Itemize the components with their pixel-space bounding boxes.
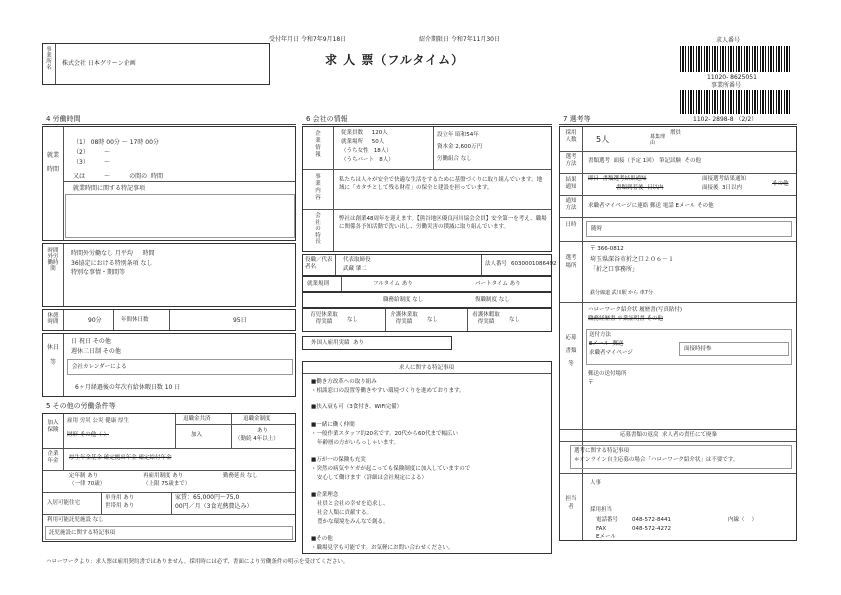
emp-total: 従業員数 120人 <box>341 130 388 136</box>
notify-label: 通知方法 <box>565 198 577 211</box>
childcare-notes <box>45 526 293 540</box>
established: 設立年 昭和54年 <box>437 132 479 138</box>
overtime-36: 36協定における特別条項 なし <box>71 260 153 267</box>
childcare-leave-value: なし <box>347 317 359 323</box>
retire-system-value: あり <box>257 428 269 434</box>
result-interview-days: 面接後 3日以内 <box>702 185 742 191</box>
date-field <box>586 221 792 237</box>
features-desc: 弊社は創業48周年を迎えます。【熊谷地区優良河川協会会員】安全第一を考え、職場に関係各予知活動で洗い出し、労働災害の撲滅に取り組んでいます。 <box>339 216 547 230</box>
pr-line-1: ■働き方改革への取り組み <box>311 379 377 385</box>
pr-line-3: ■扶入衰も可（3食付き、WiFi完備） <box>311 404 403 410</box>
contact-dept: 人事 <box>590 480 602 486</box>
date-label: 日時 <box>565 222 577 228</box>
rules-box <box>302 276 552 292</box>
shift-other: 又は 〜 の間の 時間 <box>73 173 163 180</box>
send-method-mypage: 求職者マイページ <box>589 350 633 356</box>
pr-line-9: 安心して働けます（詳細は会社規定による） <box>317 475 428 481</box>
overtime-label: 時間外労働時間 <box>47 248 59 273</box>
conditions-box <box>42 413 296 542</box>
rep-role: 代表取締役 <box>343 257 371 263</box>
docs-return: 応募書類の返戻 求人者の責任にて廃棄 <box>620 432 717 438</box>
shift-2: （2） 〜 <box>73 149 111 156</box>
pr-line-11: 社員と会社の幸せを追求し、 <box>317 501 389 507</box>
contact-label: 担当者 <box>565 496 577 511</box>
corp-no-label: 法人番号 <box>485 261 508 267</box>
pr-line-5: ・一般作業スタッフ約20名です。20代から60代まで幅広い <box>311 431 459 437</box>
foreign-box <box>302 336 452 350</box>
rest-label: 休憩時間 <box>47 313 59 326</box>
emp-part: （うちパート 8人） <box>341 157 394 163</box>
result-sameday: 即日 書類選考結果通知 <box>588 176 647 182</box>
selection-notes-text: ＊オンライン自主応募の場合「ハローワーク紹介状」は不要です。 <box>574 457 739 463</box>
extension: 勤務延長 なし <box>223 473 258 479</box>
notify-value: 求職者マイページに連絡 郵送 電話 Eメール その他 <box>588 203 714 209</box>
footer-note: ハローワークより：求人票は雇用契約書ではありません。採用時には必ず、書面により労働条件の明示を受けてください。 <box>46 559 349 565</box>
overtime-special: 特別な事情・期間等 <box>71 269 126 276</box>
docs-required: ハローワーク紹介状 履歴書(写真貼付) <box>588 307 683 313</box>
care-leave-label: 介護休業取得実績 <box>390 312 418 325</box>
holiday-weekly: 週休二日制 その他 <box>71 348 121 355</box>
shift-notes-title: 就業時間に関する特記事項 <box>73 185 146 192</box>
received-date: 受付年月日 令和7年9月18日 <box>269 36 347 43</box>
rep-name: 武藏 肇二 <box>343 266 367 272</box>
pension-label: 企業年金 <box>47 451 59 464</box>
retirement-age: 定年制 あり <box>69 473 99 479</box>
childcare-notes-title: 託児施設に関する特記事項 <box>49 530 116 536</box>
insurance-label: 加入保険 <box>47 420 59 433</box>
foreign-employment: 外国人雇用実績 あり <box>311 340 364 346</box>
holiday-box <box>42 333 296 397</box>
retire-mutual-label: 退職金共済 <box>183 416 211 422</box>
insurance-types: 雇用 労災 公災 健康 厚生 <box>67 418 129 424</box>
page-title: 求 人 票（フルタイム） <box>325 53 465 67</box>
shift-label: 就業時間 <box>47 152 60 174</box>
pr-line-4: ■一緒に働く仲間 <box>311 422 355 428</box>
housing-rent: 家賃：65,000円〜75,0 <box>175 494 240 501</box>
info-label: 企業情報 <box>315 131 321 159</box>
place-label: 選考場所 <box>565 255 577 269</box>
method-value: 書類選考 面接（予定 1回） 筆記試験 その他 <box>588 158 701 164</box>
send-method-bring <box>679 342 789 356</box>
office-number-label: 事業所番号 <box>711 82 742 89</box>
method-label: 選考方法 <box>565 154 577 167</box>
reemployment-note: （上限 75歳まで） <box>143 481 191 487</box>
pension-value: 厚生年金基金 確定拠出年金 確定給付年金 <box>69 455 172 461</box>
retirement-age-note: （一律 70歳） <box>69 481 106 487</box>
rep-label: 役職／代表者名 <box>305 257 333 270</box>
overtime-avg: 時間外労働なし 月平均 時間 <box>71 250 155 257</box>
tel-value: 048-572-8441 <box>632 517 671 523</box>
selection-box <box>559 126 797 541</box>
company-box <box>42 43 270 85</box>
pr-line-8: ・突然の病気やケガが起こっても保険制度に加入していますので <box>311 466 471 472</box>
working-hours-box <box>42 126 296 241</box>
pr-line-14: ■その他 <box>311 536 333 542</box>
expiry-date: 紹介期限日 令和7年11月30日 <box>419 36 500 43</box>
housing-label: 入居可能住宅 <box>47 500 81 506</box>
business-label: 事業内容 <box>315 174 321 202</box>
job-number-label: 求人番号 <box>716 37 741 44</box>
business-desc: 私たちは人々が安全で快適な生活をするために基盤づくりに取り組んでいます。地域に「カタチとして残る財産」の保全と建設を担っています。 <box>339 177 543 191</box>
housing-rent-cont: 00円／月（3食光熱費込み） <box>175 503 253 510</box>
fax-label: FAX <box>596 526 607 532</box>
corp-no: 6030001086492 <box>511 261 557 267</box>
reason-value: 増員 <box>670 130 682 136</box>
pr-line-10: ■企業理念 <box>311 492 339 498</box>
hires-label: 採用人数 <box>565 130 577 143</box>
place-office: 「折之口事務所」 <box>590 266 639 273</box>
send-method-box <box>586 329 792 365</box>
childcare-leave-label: 育児休業取得実績 <box>310 312 338 325</box>
shift-notes-area <box>65 194 295 238</box>
housing-single: 単身用 あり <box>105 495 135 501</box>
overtime-box <box>42 243 296 307</box>
mail-zip: 〒 <box>588 380 594 386</box>
company-info-box <box>302 126 552 252</box>
rules-parttime: パートタイム あり <box>475 281 521 287</box>
pr-line-7: ■万が一の保険も充実 <box>311 457 366 463</box>
place-zip: 〒 366-0812 <box>590 246 624 252</box>
place-address: 埼玉県深谷市折之口２０６－１ <box>590 256 675 263</box>
place-access: 鉄分線道 武川駅 から 車7分 <box>590 290 653 296</box>
job-number: 11020- 8625051 <box>707 74 757 81</box>
tel-label: 電話番号 <box>596 517 619 523</box>
leave-box <box>302 308 552 332</box>
mail-destination: 郵送の送付場所 <box>588 371 627 377</box>
emp-female: （うち女性 18人） <box>341 148 392 154</box>
retire-system-note: （勤続 4年以上） <box>235 436 279 442</box>
retire-mutual-value: 加入 <box>191 432 203 438</box>
paid-leave: 6ヶ月経過後の年次有給休暇日数 10 日 <box>75 384 181 391</box>
fax-value: 048-572-4272 <box>632 526 671 532</box>
annual-holidays-value: 95日 <box>233 317 247 324</box>
housing-family: 世帯用 あり <box>105 503 135 509</box>
pr-box <box>302 361 552 554</box>
retire-system-label: 退職金制度 <box>243 416 271 422</box>
send-method-strike: Eメール 郵送 <box>589 341 624 347</box>
docs-other: 職務経歴書 卒業証明書 その他 <box>588 316 663 322</box>
reinstatement: 復職制度 なし <box>475 297 510 303</box>
selection-notes-title: 選考に関する特記事項 <box>574 448 630 454</box>
childcare: 利用可能託児施設 なし <box>47 517 104 523</box>
job-system-box <box>302 292 552 308</box>
send-method-bring-text: 面接時持参 <box>684 346 712 352</box>
union: 労働組合 なし <box>437 156 472 162</box>
section4-title: 4 労働時間 <box>46 115 81 123</box>
holiday-notes <box>67 359 293 375</box>
job-pay-system: 職務給制度 なし <box>383 297 424 303</box>
capital: 資本金 2,600万円 <box>437 144 482 150</box>
shift-1: （1） 08時 00分 〜 17時 00分 <box>73 139 159 146</box>
insurance-other: 財形 その他（ ） <box>67 432 109 438</box>
representative-box <box>302 254 557 276</box>
docs-label: 応募書類等 <box>565 335 577 368</box>
date-value: 随時 <box>591 226 603 232</box>
section6-title: 6 会社の情報 <box>306 115 348 123</box>
pr-line-6: 年齢層の方がいらっしゃいます。 <box>317 440 400 446</box>
holiday-days: 日 祝日 その他 <box>71 338 111 345</box>
hires-value: 5人 <box>596 135 610 144</box>
company-name: 株式会社 日本グリーン企画 <box>62 60 136 67</box>
rest-value: 90分 <box>88 317 102 324</box>
office-number: 1102- 2898-8 （2/2） <box>693 116 758 123</box>
job-barcode <box>680 46 792 72</box>
tel-ext: 内線（ ） <box>728 517 757 523</box>
pr-line-13: 豊かな環境をみんなで創る。 <box>317 519 389 525</box>
features-label: 会社の特長 <box>315 213 321 246</box>
rules-label: 就業規則 <box>307 281 330 287</box>
pr-line-2: ・相談窓口の設置等働きやすい環境づくりを進めております。 <box>311 388 465 394</box>
result-interview: 面接選考結果通知 <box>702 176 747 182</box>
result-label: 結果通知 <box>565 177 577 190</box>
holiday-calendar: 会社カレンダーによる <box>72 364 127 370</box>
result-docs-days: 書類到着後 日以内 <box>616 185 664 191</box>
reason-label: 募集理由 <box>650 134 666 146</box>
nursing-leave-label: 看護休暇取得実績 <box>472 312 500 325</box>
rules-fulltime: フルタイム あり <box>373 281 413 287</box>
nursing-leave-value: なし <box>509 317 521 323</box>
holiday-label: 休日等 <box>47 344 60 366</box>
selection-notes <box>570 445 792 469</box>
email-label: Eメール <box>596 534 616 540</box>
care-leave-value: なし <box>427 317 439 323</box>
result-other: その他 <box>772 181 789 187</box>
annual-holidays-label: 年間休日数 <box>121 317 149 323</box>
company-label: 事業所名 <box>46 47 52 72</box>
section7-title: 7 選考等 <box>563 115 591 123</box>
rest-box <box>42 309 296 331</box>
pr-title: 求人に関する特記事項 <box>399 365 455 371</box>
pr-line-15: ・職場見学も可能です。お気軽にお問い合わせください。 <box>311 545 454 551</box>
office-barcode <box>680 90 792 114</box>
section5-title: 5 その他の労働条件等 <box>46 402 116 410</box>
reemployment: 再雇用制度 あり <box>143 473 184 479</box>
contact-person: 採用担当 <box>590 507 613 513</box>
emp-site: 就業場所 50人 <box>341 139 385 145</box>
pr-line-12: 社会人類に貢献する。 <box>317 510 373 516</box>
shift-3: （3） 〜 <box>73 159 111 166</box>
send-method-label: 送付方法 <box>589 332 612 338</box>
